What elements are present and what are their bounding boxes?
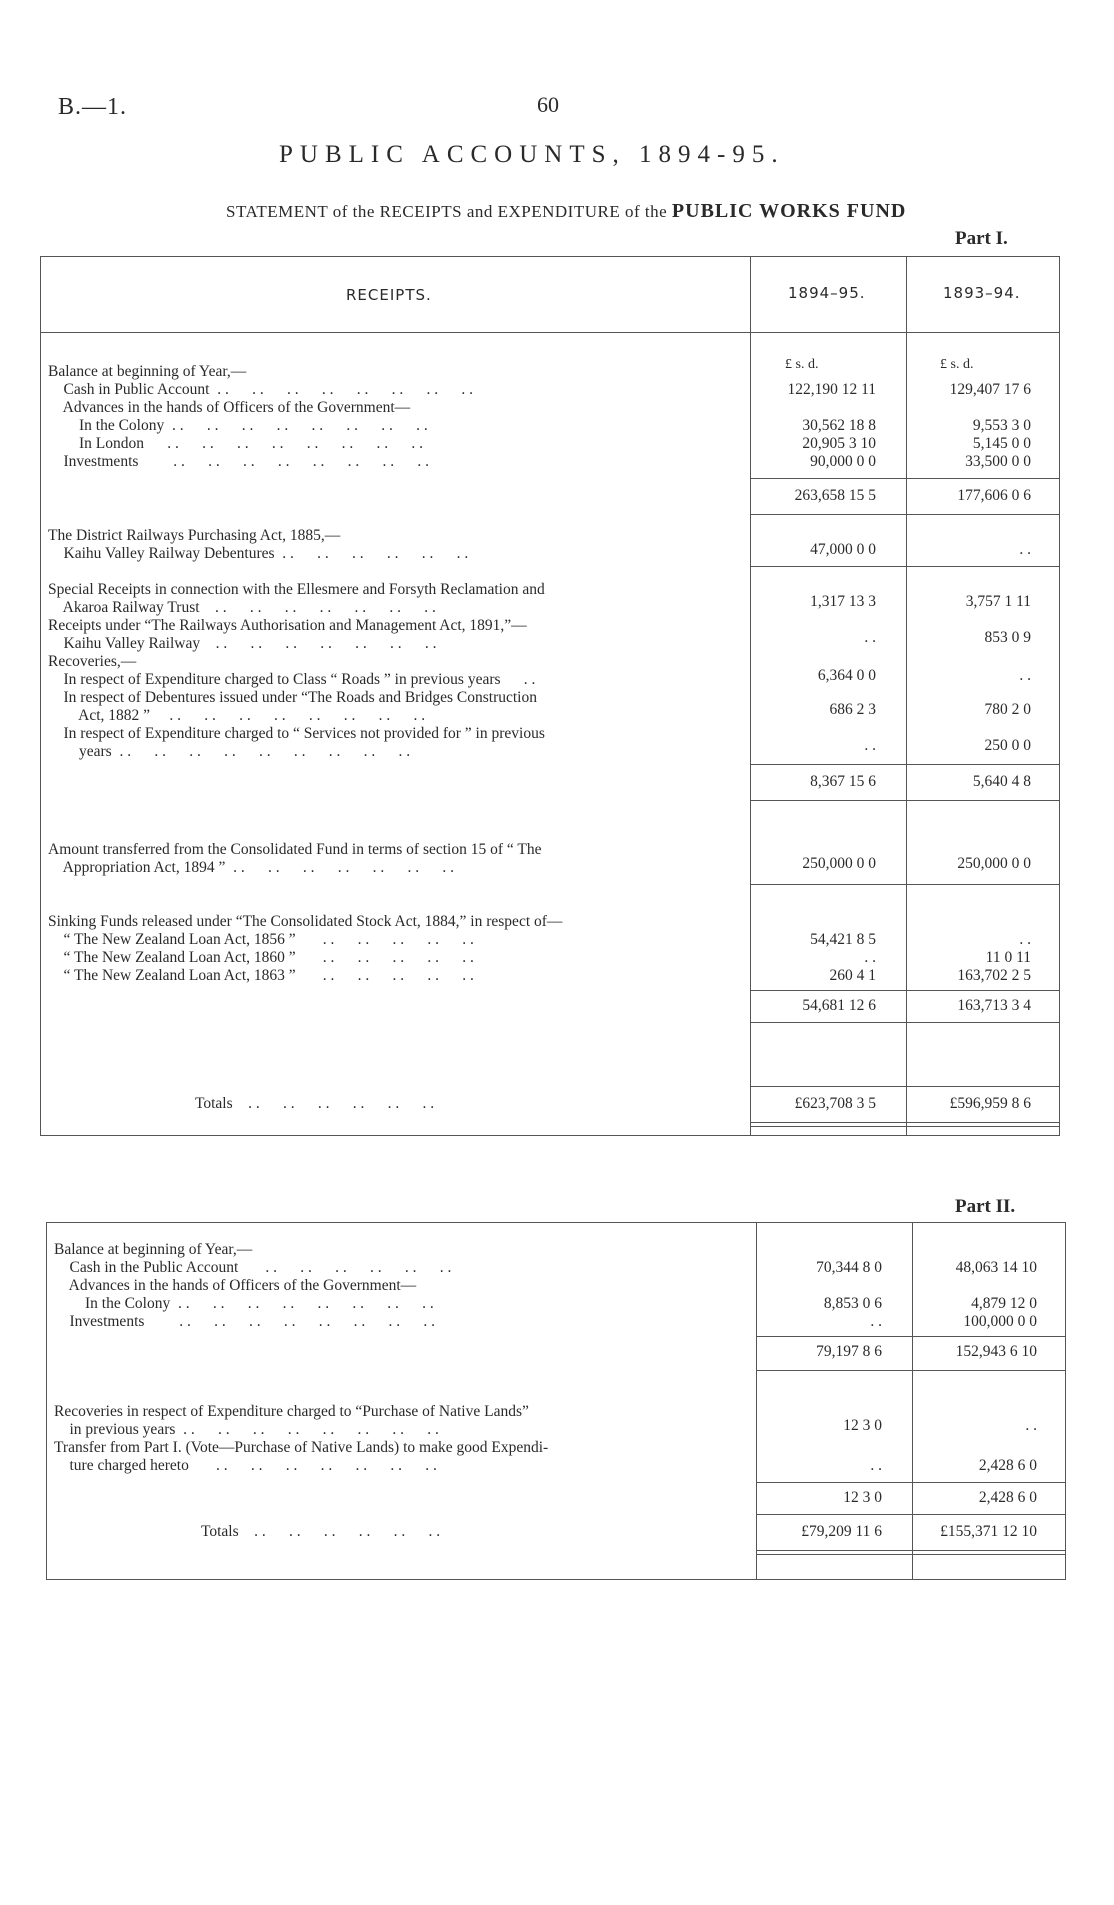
total-1893-94: £155,371 12 10 [940, 1523, 1037, 1540]
amount-1893-94: 853 0 9 [984, 629, 1031, 646]
totals-label: Totals . . . . . . . . . . . . [48, 1096, 435, 1112]
amount-1893-94: 33,500 0 0 [965, 453, 1031, 470]
amount-1893-94: 5,145 0 0 [972, 435, 1031, 452]
amount-1894-95: 12 3 0 [843, 1417, 882, 1434]
subtotal-1893-94: 163,713 3 4 [957, 997, 1031, 1014]
subtotal-1893-94: 152,943 6 10 [955, 1343, 1037, 1360]
amount-1894-95: . . [870, 1457, 882, 1474]
part1-label: Part I. [955, 228, 1008, 249]
amount-1894-95: . . [864, 737, 876, 754]
row-text: In the Colony . . . . . . . . . . . . . . . . [48, 418, 428, 434]
total-1894-95: £79,209 11 6 [801, 1523, 882, 1540]
amount-1894-95: 686 2 3 [829, 701, 876, 718]
row-text: Advances in the hands of Officers of the Government— [48, 400, 411, 416]
row-text: “ The New Zealand Loan Act, 1856 ” . . . . . . . . . . [48, 932, 474, 948]
row-text: In respect of Debentures issued under “The Roads and Bridges Construction [48, 690, 537, 706]
row-text: Investments . . . . . . . . . . . . . . . . [48, 454, 430, 470]
subtotal-1894-95: 54,681 12 6 [802, 997, 876, 1014]
statement-prefix: STATEMENT of the RECEIPTS and EXPENDITURE of the [226, 202, 668, 221]
row-text: Recoveries in respect of Expenditure charged to “Purchase of Native Lands” [54, 1404, 529, 1420]
amount-1893-94: . . [1019, 667, 1031, 684]
subtotal-1893-94: 177,606 0 6 [957, 487, 1031, 504]
amount-1893-94: 2,428 6 0 [978, 1457, 1037, 1474]
amount-1894-95: 54,421 8 5 [810, 931, 876, 948]
row-text: In respect of Expenditure charged to Class “ Roads ” in previous years . . [48, 672, 536, 688]
amount-1893-94: 4,879 12 0 [971, 1295, 1037, 1312]
row-text: “ The New Zealand Loan Act, 1860 ” . . . . . . . . . . [48, 950, 474, 966]
amount-1893-94: 3,757 1 11 [965, 593, 1031, 610]
units-col1: £ s. d. [785, 357, 819, 372]
row-text: Advances in the hands of Officers of the Government— [54, 1278, 417, 1294]
amount-1894-95: 90,000 0 0 [810, 453, 876, 470]
amount-1893-94: 780 2 0 [984, 701, 1031, 718]
row-text: In London . . . . . . . . . . . . . . . . [48, 436, 424, 452]
row-text: years . . . . . . . . . . . . . . . . . . [48, 744, 411, 760]
amount-1894-95: 8,853 0 6 [823, 1295, 882, 1312]
subtotal-1894-95: 8,367 15 6 [810, 773, 876, 790]
amount-1893-94: 250 0 0 [984, 737, 1031, 754]
total-1893-94: £596,959 8 6 [949, 1095, 1031, 1112]
amount-1893-94: . . [1025, 1417, 1037, 1434]
subtotal-1894-95: 263,658 15 5 [794, 487, 876, 504]
statement-heading [226, 200, 906, 223]
row-text: The District Railways Purchasing Act, 1885,— [48, 528, 341, 544]
amount-1894-95: . . [864, 949, 876, 966]
amount-1893-94: . . [1019, 541, 1031, 558]
row-text: Receipts under “The Railways Authorisation and Management Act, 1891,”— [48, 618, 527, 634]
amount-1893-94: 129,407 17 6 [949, 381, 1031, 398]
part2-label: Part II. [955, 1196, 1016, 1217]
part1-table [40, 256, 1060, 1136]
amount-1893-94: 250,000 0 0 [957, 855, 1031, 872]
row-text: Balance at beginning of Year,— [54, 1242, 253, 1258]
row-text: Kaihu Valley Railway . . . . . . . . . . . . . . [48, 636, 437, 652]
amount-1893-94: 48,063 14 10 [955, 1259, 1037, 1276]
amount-1894-95: 250,000 0 0 [802, 855, 876, 872]
amount-1894-95: 47,000 0 0 [810, 541, 876, 558]
amount-1894-95: 1,317 13 3 [810, 593, 876, 610]
row-text: Act, 1882 ” . . . . . . . . . . . . . . . . [48, 708, 426, 724]
statement-fund-name: PUBLIC WORKS FUND [671, 200, 907, 222]
totals-label: Totals . . . . . . . . . . . . [54, 1524, 441, 1540]
amount-1894-95: 260 4 1 [829, 967, 876, 984]
amount-1894-95: . . [870, 1313, 882, 1330]
document-code: B.—1. [58, 94, 128, 120]
subtotal-1894-95: 79,197 8 6 [816, 1343, 882, 1360]
row-text: Cash in the Public Account . . . . . . . . . . . . [54, 1260, 452, 1276]
col-1893-94-header: 1893–94. [943, 284, 1021, 302]
amount-1893-94: . . [1019, 931, 1031, 948]
row-text: Special Receipts in connection with the Ellesmere and Forsyth Reclamation and [48, 582, 545, 598]
amount-1894-95: 30,562 18 8 [802, 417, 876, 434]
row-text: Appropriation Act, 1894 ” . . . . . . . . . . . . . . [48, 860, 454, 876]
row-text: “ The New Zealand Loan Act, 1863 ” . . . . . . . . . . [48, 968, 474, 984]
page-title: PUBLIC ACCOUNTS, 1894-95. [279, 141, 785, 168]
subtotal-1893-94: 2,428 6 0 [978, 1489, 1037, 1506]
row-text: Cash in Public Account . . . . . . . . . . . . . . . . [48, 382, 473, 398]
row-text: ture charged hereto . . . . . . . . . . . . . . [54, 1458, 437, 1474]
row-text: Amount transferred from the Consolidated Fund in terms of section 15 of “ The [48, 842, 542, 858]
row-text: In respect of Expenditure charged to “ Services not provided for ” in previous [48, 726, 545, 742]
part2-table [46, 1222, 1066, 1580]
subtotal-1894-95: 12 3 0 [843, 1489, 882, 1506]
row-text: Investments . . . . . . . . . . . . . . . . [54, 1314, 436, 1330]
amount-1893-94: 11 0 11 [985, 949, 1031, 966]
col-1894-95-header: 1894–95. [788, 284, 866, 302]
row-text: Transfer from Part I. (Vote—Purchase of Native Lands) to make good Expendi- [54, 1440, 549, 1456]
row-text: Recoveries,— [48, 654, 137, 670]
page-number: 60 [537, 92, 559, 117]
amount-1893-94: 9,553 3 0 [972, 417, 1031, 434]
row-text: Akaroa Railway Trust . . . . . . . . . . . . . . [48, 600, 436, 616]
amount-1894-95: 20,905 3 10 [802, 435, 876, 452]
row-text: in previous years . . . . . . . . . . . . . . . . [54, 1422, 439, 1438]
row-text: Sinking Funds released under “The Consolidated Stock Act, 1884,” in respect of— [48, 914, 563, 930]
amount-1894-95: 6,364 0 0 [817, 667, 876, 684]
amount-1894-95: 70,344 8 0 [816, 1259, 882, 1276]
amount-1893-94: 100,000 0 0 [963, 1313, 1037, 1330]
amount-1894-95: 122,190 12 11 [787, 381, 876, 398]
amount-1893-94: 163,702 2 5 [957, 967, 1031, 984]
row-text: Balance at beginning of Year,— [48, 364, 247, 380]
amount-1894-95: . . [864, 629, 876, 646]
subtotal-1893-94: 5,640 4 8 [972, 773, 1031, 790]
receipts-header: RECEIPTS. [346, 286, 432, 304]
row-text: Kaihu Valley Railway Debentures . . . . . . . . . . . . [48, 546, 469, 562]
units-col2: £ s. d. [940, 357, 974, 372]
row-text: In the Colony . . . . . . . . . . . . . . . . [54, 1296, 434, 1312]
total-1894-95: £623,708 3 5 [794, 1095, 876, 1112]
